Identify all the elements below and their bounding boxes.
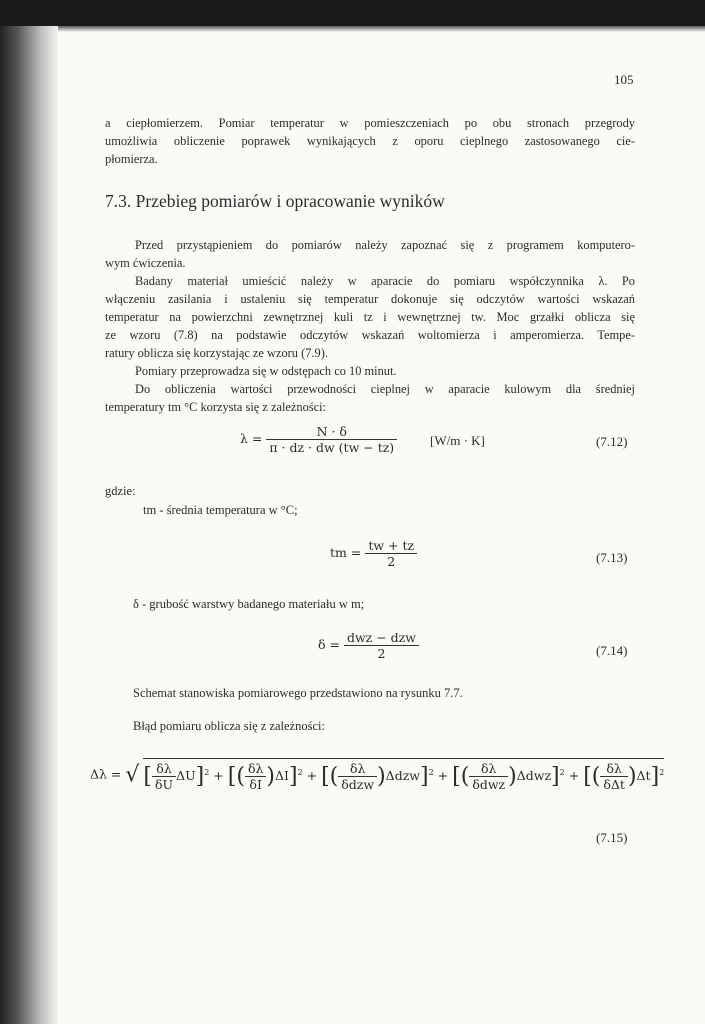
eq-denominator: δI [249, 777, 262, 792]
eq-lhs: δ = [318, 637, 340, 652]
equation-number: (7.13) [596, 550, 628, 565]
eq-denominator: π · dz · dw (tw − tz) [269, 440, 395, 455]
blad-line: Błąd pomiaru oblicza się z zależności: [133, 719, 325, 733]
eq-denominator: 2 [387, 554, 396, 569]
eq-numerator: δλ [152, 761, 176, 777]
eq-numerator: dwz − dzw [344, 630, 419, 646]
text-line: włączeniu zasilania i ustaleniu się temperatur dokonuje się odczytów wartości wskazań [105, 292, 635, 306]
schemat-line: Schemat stanowiska pomiarowego przedstawiono na rysunku 7.7. [133, 686, 463, 700]
eq-denominator: 2 [377, 646, 386, 661]
eq-numerator: δλ [600, 761, 628, 777]
text-line: Do obliczenia wartości przewodności cieplnej w aparacie kulowym dla średniej [135, 382, 635, 396]
text-line: temperatur na powierzchni zewnętrznej kuli tz i wewnętrznej tw. Moc grzałki oblicza się [105, 310, 635, 324]
eq-denominator: δΔt [603, 777, 625, 792]
eq-fraction [344, 630, 419, 661]
sqrt-radicand [143, 758, 664, 792]
scan-binding-shadow [0, 26, 58, 1024]
eq-plus: + [437, 768, 449, 783]
eq-delta: ΔI [274, 768, 289, 783]
eq-denominator: δdzw [341, 777, 375, 792]
eq-term-5: [( $\frac{\delta\lambda}{\text{δΔt}}$ )Δt]$^2$ [583, 761, 665, 792]
paragraph-procedure [105, 272, 635, 362]
equation-number: (7.12) [596, 434, 628, 449]
text-line: Przed przystąpieniem do pomiarów należy zapoznać się z programem komputero- [135, 238, 635, 252]
paragraph-interval [105, 362, 635, 380]
text-line: Pomiary przeprowadza się w odstępach co 10 minut. [135, 364, 397, 378]
eq-fraction [266, 424, 397, 455]
eq-exponent: 2 [204, 767, 210, 777]
text-line: umożliwia obliczenie poprawek wynikających z oporu cieplnego zastosowanego cie- [105, 134, 635, 148]
eq-plus: + [213, 768, 224, 783]
paragraph-intro [105, 114, 635, 168]
eq-numerator: tw + tz [365, 538, 417, 554]
eq-denominator: δdwz [472, 777, 506, 792]
eq-delta: Δdzw [385, 768, 420, 783]
text-line: Badany materiał umieścić należy w aparacie do pomiaru współczynnika λ. Po [135, 274, 635, 288]
eq-plus: + [306, 768, 318, 783]
text-line: wym ćwiczenia. [105, 256, 186, 270]
equation-7-15 [90, 758, 664, 792]
paragraph-program [105, 236, 635, 272]
eq-fraction [365, 538, 417, 569]
text-line: ze wzoru (7.8) na podstawie odczytów wskazań woltomierza i amperomierza. Tempe- [105, 328, 635, 342]
eq-exponent: 2 [559, 767, 565, 777]
eq-term-1: [ $\frac{\delta\lambda}{\delta U}$ ΔU]$^2$ [143, 761, 210, 792]
gdzie-label: gdzie: [105, 484, 136, 498]
eq-delta: ΔU [176, 768, 196, 783]
definition-delta: δ - grubość warstwy badanego materiału w m; [133, 597, 365, 611]
equation-7-13 [330, 538, 417, 569]
eq-exponent: 2 [659, 767, 665, 777]
eq-exponent: 2 [297, 767, 303, 777]
scan-top-fade [0, 26, 705, 32]
definition-tm: tm - średnia temperatura w °C; [143, 503, 298, 517]
section-heading: 7.3. Przebieg pomiarów i opracowanie wyników [105, 191, 445, 211]
text-line: temperatury tm °C korzysta się z zależności: [105, 400, 327, 414]
text-line: płomierza. [105, 152, 158, 166]
eq-delta: Δt [636, 768, 651, 783]
equation-unit: [W/m · K] [430, 433, 485, 448]
eq-numerator: δλ [469, 761, 508, 777]
eq-lhs: Δλ = [90, 766, 122, 782]
sqrt-icon: √ [125, 762, 140, 788]
paragraph-conductivity [105, 380, 635, 416]
equation-7-14 [318, 630, 419, 661]
equation-7-12 [240, 424, 397, 455]
eq-delta: Δdwz [516, 768, 552, 783]
equation-number: (7.14) [596, 643, 628, 658]
eq-numerator: δλ [338, 761, 377, 777]
text-line: a ciepłomierzem. Pomiar temperatur w pomieszczeniach po obu stronach przegrody [105, 116, 635, 130]
scan-top-band [0, 0, 705, 26]
eq-term-4: [( $\frac{\delta\lambda}{\text{δdwz}}$ )Δdwz]$^2$ [452, 761, 565, 792]
eq-exponent: 2 [428, 767, 434, 777]
eq-plus: + [568, 768, 580, 783]
eq-numerator: N · δ [266, 424, 397, 440]
eq-lhs: λ = [240, 431, 263, 446]
eq-lhs: tm = [330, 545, 362, 560]
eq-denominator: δU [155, 777, 174, 792]
eq-term-3: [( $\frac{\delta\lambda}{\text{δdzw}}$ )Δdzw]$^2$ [321, 761, 434, 792]
page-number: 105 [614, 72, 634, 87]
eq-term-2: [( $\frac{\delta\lambda}{\delta I}$ )ΔI]$^2$ [227, 761, 303, 792]
text-line: ratury oblicza się korzystając ze wzoru (7.9). [105, 346, 328, 360]
eq-numerator: δλ [245, 761, 266, 777]
equation-number: (7.15) [596, 830, 628, 845]
